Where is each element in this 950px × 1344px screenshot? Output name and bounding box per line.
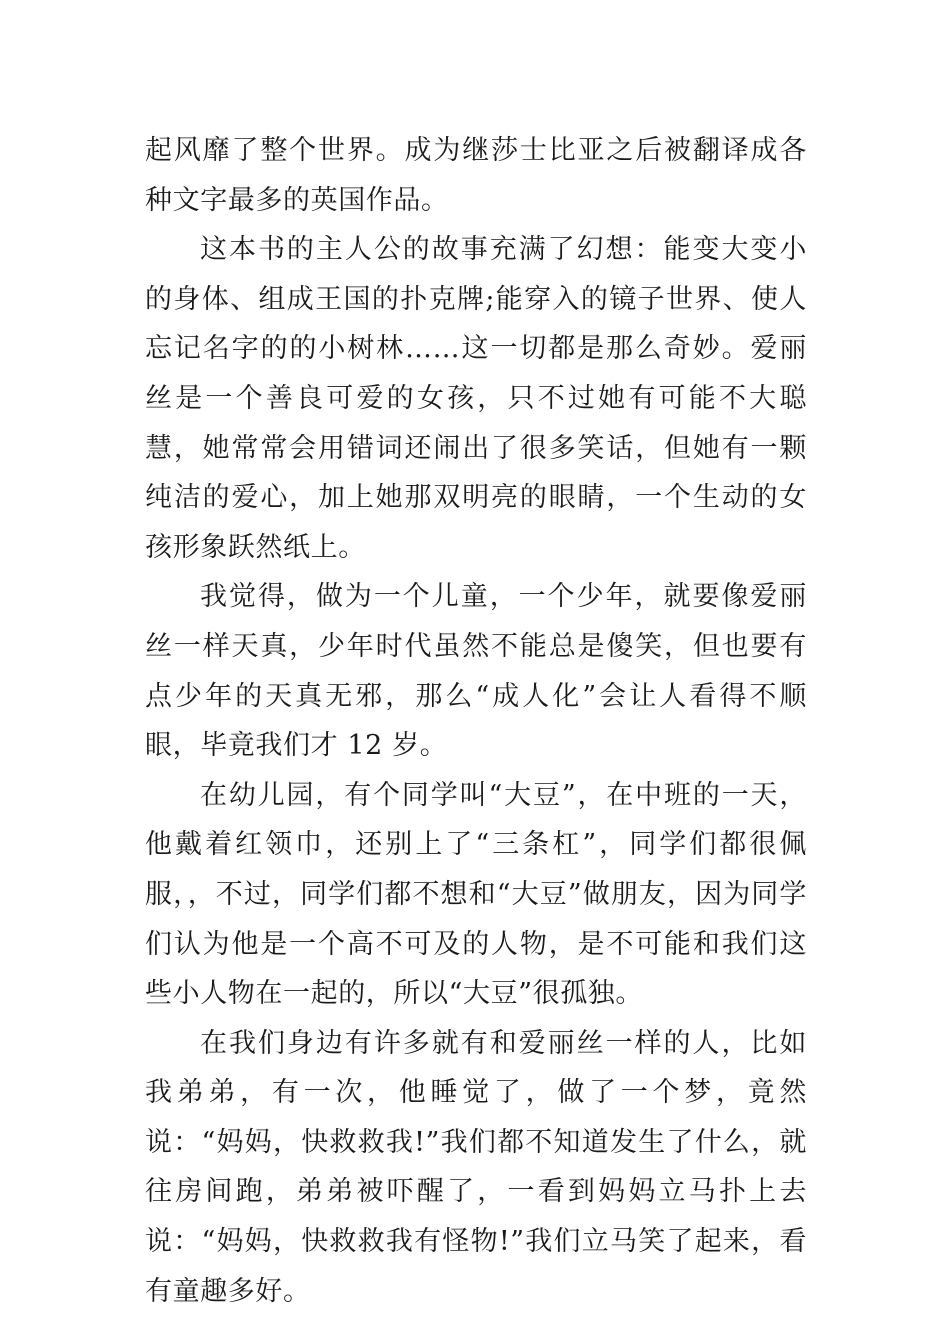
body-text bbox=[145, 126, 807, 1316]
paragraph-5: 在我们身边有许多就有和爱丽丝一样的人，比如我弟弟，有一次，他睡觉了，做了一个梦，竟然说：“妈妈，快救救我!”我们都不知道发生了什么，就往房间跑，弟弟被吓醒了，一看到妈妈立马扑上去说：“妈妈，快救救我有怪物!”我们立马笑了起来，看有童趣多好。 bbox=[145, 1027, 807, 1307]
paragraph-3: 我觉得，做为一个儿童，一个少年，就要像爱丽丝一样天真，少年时代虽然不能总是傻笑，但也要有点少年的天真无邪，那么“成人化”会让人看得不顺眼，毕竟我们才 12 岁。 bbox=[145, 581, 807, 762]
paragraph-4: 在幼儿园，有个同学叫“大豆”，在中班的一天，他戴着红领巾，还别上了“三条杠”，同学们都很佩服，，不过，同学们都不想和“大豆”做朋友，因为同学们认为他是一个高不可及的人物，是不可能和我们这些小人物在一起的，所以“大豆”很孤独。 bbox=[145, 779, 807, 1010]
paragraph-1: 起风靡了整个世界。成为继莎士比亚之后被翻译成各种文字最多的英国作品。 bbox=[145, 135, 807, 216]
paragraph-2: 这本书的主人公的故事充满了幻想：能变大变小的身体、组成王国的扑克牌;能穿入的镜子世界、使人忘记名字的的小树林……这一切都是那么奇妙。爱丽丝是一个善良可爱的女孩，只不过她有可能不大聪慧，她常常会用错词还闹出了很多笑话，但她有一颗纯洁的爱心，加上她那双明亮的眼睛，一个生动的女孩形象跃然纸上。 bbox=[145, 234, 807, 563]
